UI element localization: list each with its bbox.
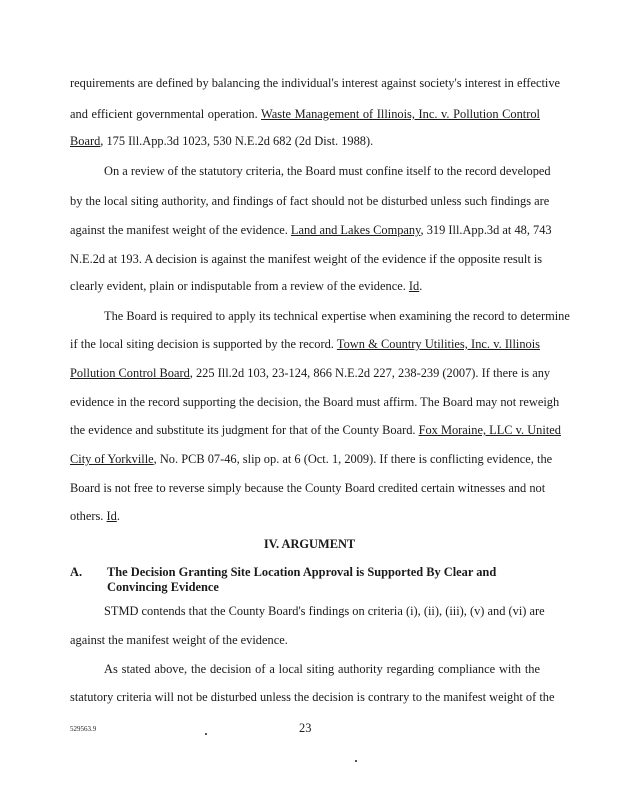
text-segment: STMD contends that the County Board's findings on criteria (i), (ii), (iii), (v) and (vi) are [104, 604, 545, 618]
citation-text: Land and Lakes Company [290, 223, 421, 237]
scan-speck [205, 733, 207, 735]
text-segment: Board is not free to reverse simply because the County Board credited certain witnesses and not [70, 481, 546, 495]
citation-text: Pollution Control Board [70, 366, 190, 380]
body-line [104, 662, 540, 677]
text-segment: requirements are defined by balancing the individual's interest against society's interest in effective [70, 76, 561, 90]
section-heading: IV. ARGUMENT [263, 537, 356, 551]
body-line [70, 279, 540, 294]
citation-text: Id [106, 509, 117, 523]
text-segment: On a review of the statutory criteria, the Board must confine itself to the record developed [104, 164, 551, 178]
body-line [104, 604, 545, 619]
body-line [70, 134, 540, 149]
text-segment: the evidence and substitute its judgment for that of the County Board. [70, 423, 419, 437]
citation-text: Id [408, 279, 420, 293]
text-segment: clearly evident, plain or indisputable from a review of the evidence. [70, 279, 409, 293]
subsection-title-line: Convincing Evidence [107, 580, 219, 594]
body-line [70, 194, 550, 209]
citation-text: Fox Moraine, LLC v. United [418, 423, 561, 437]
body-line [70, 509, 540, 524]
subsection-title-line: The Decision Granting Site Location Approval is Supported By Clear and [107, 565, 497, 579]
page-number: 23 [299, 721, 312, 735]
text-segment: , 175 Ill.App.3d 1023, 530 N.E.2d 682 (2d Dist. 1988). [100, 134, 374, 148]
text-segment: statutory criteria will not be disturbed unless the decision is contrary to the manifest weight of the [70, 690, 555, 704]
text-segment: , No. PCB 07-46, slip op. at 6 (Oct. 1, 2009). If there is conflicting evidence, the [153, 452, 553, 466]
citation-text: Town & Country Utilities, Inc. v. Illinois [336, 337, 540, 351]
text-segment: , 319 Ill.App.3d at 48, 743 [420, 223, 552, 237]
body-line [70, 481, 546, 496]
text-segment: against the manifest weight of the evidence. [70, 633, 288, 647]
body-line [70, 690, 555, 705]
text-segment: if the local siting decision is supported by the record. [70, 337, 337, 351]
text-segment: . [419, 279, 423, 293]
citation-text: Board [70, 134, 101, 148]
text-segment: by the local siting authority, and findings of fact should not be disturbed unless such findings are [70, 194, 550, 208]
body-line [70, 633, 540, 648]
body-line [104, 309, 570, 324]
body-line [70, 252, 543, 267]
body-line [70, 223, 552, 238]
scan-speck [355, 760, 357, 762]
subsection-title [107, 565, 507, 595]
body-line [70, 107, 540, 122]
citation-text: City of Yorkville [70, 452, 154, 466]
body-line [70, 452, 553, 467]
footer-document-id: 529563.9 [70, 725, 97, 733]
text-segment: evidence in the record supporting the decision, the Board must affirm. The Board may not reweigh [70, 395, 560, 409]
body-line [70, 337, 540, 352]
citation-text: Waste Management of Illinois, Inc. v. Pollution Control [261, 107, 540, 121]
text-segment: and efficient governmental operation. [70, 107, 262, 121]
text-segment: , 225 Ill.2d 103, 23-124, 866 N.E.2d 227, 238-239 (2007). If there is any [189, 366, 551, 380]
body-line [70, 423, 561, 438]
subsection-letter: A. [70, 565, 83, 579]
text-segment: others. [70, 509, 107, 523]
text-segment: against the manifest weight of the evidence. [70, 223, 291, 237]
text-segment: N.E.2d at 193. A decision is against the manifest weight of the evidence if the opposite result is [70, 252, 543, 266]
text-segment: The Board is required to apply its technical expertise when examining the record to determine [104, 309, 570, 323]
body-line [70, 76, 561, 91]
text-segment: As stated above, the decision of a local siting authority regarding compliance with the [104, 662, 540, 676]
body-line [104, 164, 551, 179]
text-segment: . [116, 509, 120, 523]
body-line [70, 395, 560, 410]
body-line [70, 366, 551, 381]
